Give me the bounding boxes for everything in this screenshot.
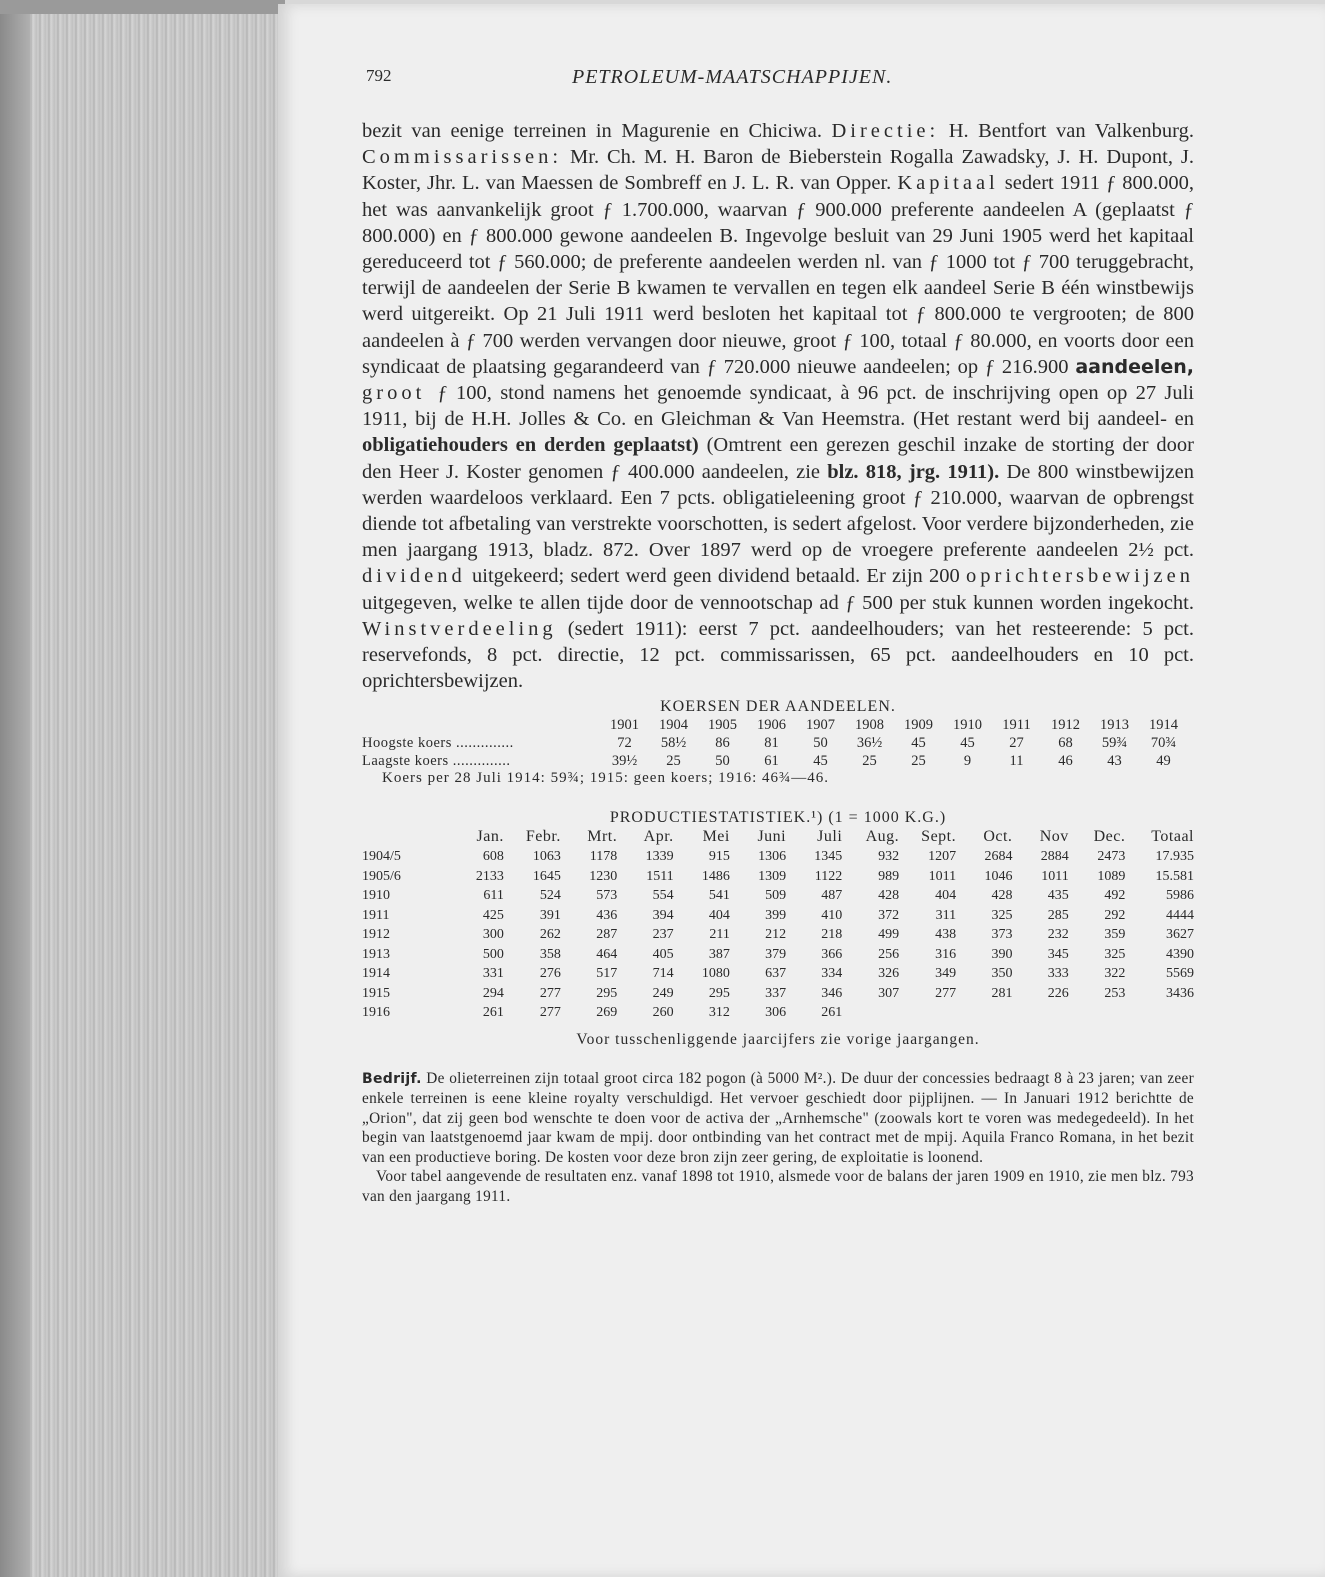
month-cell: 292 xyxy=(1104,907,1126,923)
year-cell: 1910 xyxy=(953,716,982,733)
year-cell: 1914 xyxy=(362,966,390,982)
year-cell: 1911 xyxy=(1002,716,1031,733)
text-span: H. Bentfort van Valkenburg. xyxy=(939,120,1194,142)
year-cell: 1911 xyxy=(362,907,390,923)
year-cell: 1914 xyxy=(1149,716,1178,733)
year-cell: 1908 xyxy=(855,716,884,733)
month-cell: 541 xyxy=(708,888,730,904)
month-cell: 509 xyxy=(765,888,787,904)
month-cell: 1486 xyxy=(701,868,730,884)
column-header: Juli xyxy=(817,828,843,846)
month-cell: 394 xyxy=(652,907,674,923)
total-cell: 3436 xyxy=(1166,985,1194,1001)
month-cell: 1063 xyxy=(532,849,561,865)
month-cell: 435 xyxy=(1047,888,1069,904)
main-paragraph xyxy=(362,118,1194,694)
month-cell: 524 xyxy=(539,888,561,904)
month-cell: 2133 xyxy=(475,868,504,884)
productie-table xyxy=(362,827,1194,1023)
koers-cell: 86 xyxy=(715,734,730,751)
oprichtersbewijzen-label: oprichtersbewijzen xyxy=(966,565,1194,588)
month-cell: 1645 xyxy=(532,868,561,884)
month-cell: 316 xyxy=(935,946,957,962)
month-cell: 1122 xyxy=(814,868,843,884)
page-header xyxy=(362,60,1194,100)
koers-cell: 11 xyxy=(1009,752,1024,769)
month-cell: 261 xyxy=(821,1005,843,1021)
koers-cell: 43 xyxy=(1107,752,1122,769)
productie-title: PRODUCTIESTATISTIEK.¹) (1 = 1000 K.G.) xyxy=(609,809,947,827)
month-cell: 281 xyxy=(991,985,1013,1001)
month-cell: 295 xyxy=(596,985,618,1001)
koers-cell: 81 xyxy=(764,734,779,751)
month-cell: 391 xyxy=(539,907,561,923)
year-cell: 1912 xyxy=(1051,716,1080,733)
koersen-title: KOERSEN DER AANDEELEN. xyxy=(660,698,896,716)
dividend-label: dividend xyxy=(362,565,466,588)
month-cell: 306 xyxy=(765,1005,787,1021)
koers-cell: 36½ xyxy=(856,734,883,751)
month-cell: 714 xyxy=(652,966,674,982)
column-header: Nov xyxy=(1039,828,1069,846)
year-cell: 1906 xyxy=(757,716,786,733)
koers-cell: 70¾ xyxy=(1150,734,1177,751)
blz-bold: blz. 818, jrg. 1911). xyxy=(827,460,1000,483)
month-cell: 218 xyxy=(821,927,843,943)
month-cell: 277 xyxy=(539,1005,561,1021)
month-cell: 1207 xyxy=(928,849,957,865)
year-cell: 1905/6 xyxy=(362,868,401,884)
productie-row xyxy=(362,925,1194,945)
koers-cell: 50 xyxy=(813,734,828,751)
bedrijf-text: De olieterreinen zijn totaal groot circa 182 pogon (à 5000 M².). De duur der concessies bedraagt 8 à 23 jaren; van zeer enkele terreinen is eene kleine royalty verschuldigd. Het vervoer geschiedt door pijplijnen. — In Januari 1912 berichtte de „Orion", dat zij geen bod wenschte te doen voor de activa der „Arnhemsche" (zoowals kort te voren was medegedeeld). In het begin van laatstgenoemd jaar kwam de mpij. door ontbinding van het contract met de mpij. Aquila Franco Romana, in het bezit van een productieve boring. De kosten voor deze bron zijn zeer gering, de exploitatie is loonend. xyxy=(362,1069,1194,1166)
month-cell: 366 xyxy=(821,946,843,962)
total-cell: 4444 xyxy=(1166,907,1194,923)
productie-row xyxy=(362,867,1194,887)
groot-label: groot xyxy=(362,382,438,405)
aandeelen-bold: aandeelen, xyxy=(1075,355,1194,378)
year-cell: 1912 xyxy=(362,927,390,943)
month-cell: 261 xyxy=(482,1005,504,1021)
text-span: uitgegeven, welke te allen tijde door de vennootschap ad ƒ 500 per stuk kunnen worden ingekocht. xyxy=(362,591,1194,614)
year-cell: 1913 xyxy=(1100,716,1129,733)
text-span: (sedert 1911): eerst 7 pct. aandeelhouders; van het resteerende: 5 pct. reservefonds, 8 pct. directie, 12 pct. commissarissen, 65 pct. aandeelhouders en 10 pct. oprichtersbewijzen. xyxy=(362,617,1194,693)
bedrijf-label: Bedrijf. xyxy=(362,1070,422,1087)
column-header: Sept. xyxy=(921,828,957,846)
koers-cell: 25 xyxy=(862,752,877,769)
month-cell: 1339 xyxy=(645,849,674,865)
productie-row xyxy=(362,906,1194,926)
month-cell: 2684 xyxy=(984,849,1013,865)
month-cell: 334 xyxy=(821,966,843,982)
book-page-edges xyxy=(0,0,285,1577)
koers-cell: 45 xyxy=(813,752,828,769)
month-cell: 312 xyxy=(708,1005,730,1021)
total-cell: 5569 xyxy=(1166,966,1194,982)
month-cell: 573 xyxy=(596,888,618,904)
column-header: Mei xyxy=(702,828,730,846)
month-cell: 1046 xyxy=(984,868,1013,884)
month-cell: 256 xyxy=(878,946,900,962)
month-cell: 436 xyxy=(596,907,618,923)
koers-cell: 39½ xyxy=(611,752,638,769)
year-cell: 1904/5 xyxy=(362,849,401,865)
month-cell: 2473 xyxy=(1097,849,1126,865)
text-span: uitgekeerd; sedert werd geen dividend betaald. Er zijn 200 xyxy=(465,565,967,588)
month-cell: 294 xyxy=(482,985,504,1001)
column-header: Dec. xyxy=(1093,828,1126,846)
month-cell: 637 xyxy=(765,966,787,982)
month-cell: 404 xyxy=(708,907,730,923)
productie-footnote: Voor tusschenliggende jaarcijfers zie vorige jaargangen. xyxy=(576,1030,980,1048)
month-cell: 232 xyxy=(1047,927,1069,943)
total-cell: 15.581 xyxy=(1155,868,1194,884)
month-cell: 372 xyxy=(878,907,900,923)
koers-cell: 9 xyxy=(963,752,972,769)
kapitaal-label: Kapitaal xyxy=(897,172,999,195)
running-title: PETROLEUM-MAATSCHAPPIJEN. xyxy=(572,66,893,88)
month-cell: 487 xyxy=(821,888,843,904)
month-cell: 608 xyxy=(482,849,504,865)
koers-cell: 72 xyxy=(617,734,632,751)
year-cell: 1913 xyxy=(362,946,390,962)
koers-cell: 25 xyxy=(666,752,681,769)
productie-row xyxy=(362,1003,1194,1023)
month-cell: 311 xyxy=(935,907,957,923)
month-cell: 331 xyxy=(482,966,504,982)
year-cell: 1904 xyxy=(659,716,688,733)
month-cell: 1309 xyxy=(758,868,787,884)
month-cell: 346 xyxy=(821,985,843,1001)
month-cell xyxy=(899,1003,956,1023)
month-cell: 517 xyxy=(596,966,618,982)
row-label: Hoogste koers .............. xyxy=(362,734,514,751)
month-cell: 1178 xyxy=(589,849,618,865)
month-cell: 1306 xyxy=(758,849,787,865)
column-header: Febr. xyxy=(525,828,561,846)
year-cell: 1905 xyxy=(708,716,737,733)
month-cell: 345 xyxy=(1047,946,1069,962)
month-cell: 350 xyxy=(991,966,1013,982)
month-cell: 499 xyxy=(878,927,900,943)
total-cell: 3627 xyxy=(1166,927,1194,943)
page-number: 792 xyxy=(366,66,392,85)
closing-paragraph: Voor tabel aangevende de resultaten enz. vanaf 1898 tot 1910, alsmede voor de balans der jaren 1909 en 1910, zie men blz. 793 van den jaargang 1911. xyxy=(362,1168,1194,1205)
text-span: Mr. Ch. M. H. Baron de Bieberstein Rogalla Zawadsky, J. H. Dupont, J. Koster, Jhr. L. van Maessen de Sombreff en J. L. R. van Opper. xyxy=(362,146,1194,195)
month-cell xyxy=(956,1003,1012,1023)
koersen-row-hoogste xyxy=(362,734,1188,752)
total-cell: 17.935 xyxy=(1155,849,1194,865)
month-cell: 211 xyxy=(709,927,730,943)
month-cell: 1080 xyxy=(701,966,730,982)
column-header xyxy=(362,827,448,847)
month-cell: 333 xyxy=(1047,966,1069,982)
month-cell: 390 xyxy=(991,946,1013,962)
productie-row xyxy=(362,964,1194,984)
month-cell xyxy=(842,1003,899,1023)
productie-body xyxy=(362,847,1194,1023)
month-cell: 915 xyxy=(708,849,730,865)
month-cell: 277 xyxy=(935,985,957,1001)
month-cell: 325 xyxy=(1104,946,1126,962)
koers-cell: 45 xyxy=(911,734,926,751)
koers-cell: 58½ xyxy=(660,734,687,751)
productie-row xyxy=(362,847,1194,867)
koersen-header-row xyxy=(362,716,1188,734)
month-cell: 387 xyxy=(708,946,730,962)
month-cell: 1230 xyxy=(589,868,618,884)
productie-header-row xyxy=(362,827,1194,847)
month-cell: 249 xyxy=(652,985,674,1001)
month-cell: 428 xyxy=(991,888,1013,904)
productie-row xyxy=(362,984,1194,1004)
month-cell: 260 xyxy=(652,1005,674,1021)
koers-cell: 61 xyxy=(764,752,779,769)
koers-cell: 49 xyxy=(1156,752,1171,769)
month-cell: 337 xyxy=(765,985,787,1001)
month-cell: 359 xyxy=(1104,927,1126,943)
month-cell: 464 xyxy=(596,946,618,962)
total-cell: 5986 xyxy=(1166,888,1194,904)
month-cell: 269 xyxy=(596,1005,618,1021)
koers-cell: 45 xyxy=(960,734,975,751)
koers-cell: 50 xyxy=(715,752,730,769)
month-cell: 1345 xyxy=(814,849,843,865)
month-cell: 307 xyxy=(878,985,900,1001)
koers-cell: 59¾ xyxy=(1101,734,1128,751)
koers-cell: 68 xyxy=(1058,734,1073,751)
column-header: Jan. xyxy=(476,828,504,846)
month-cell xyxy=(1069,1003,1126,1023)
month-cell: 237 xyxy=(652,927,674,943)
commissarissen-label: Commissarissen: xyxy=(362,146,563,169)
text-span: bezit van eenige terreinen in Magurenie en Chiciwa. xyxy=(362,120,832,142)
koers-cell: 25 xyxy=(911,752,926,769)
column-header: Mrt. xyxy=(587,828,618,846)
month-cell: 285 xyxy=(1047,907,1069,923)
month-cell: 404 xyxy=(935,888,957,904)
month-cell: 425 xyxy=(482,907,504,923)
month-cell: 500 xyxy=(482,946,504,962)
total-cell xyxy=(1125,1003,1194,1023)
month-cell: 410 xyxy=(821,907,843,923)
row-label: Laagste koers .............. xyxy=(362,752,511,769)
koersen-note: Koers per 28 Juli 1914: 59¾; 1915: geen koers; 1916: 46¾—46. xyxy=(382,770,830,787)
month-cell: 399 xyxy=(765,907,787,923)
koers-cell: 27 xyxy=(1009,734,1024,751)
column-header: Juni xyxy=(757,828,787,846)
winstverdeeling-label: Winstverdeeling xyxy=(362,617,557,640)
month-cell: 989 xyxy=(878,868,900,884)
month-cell: 322 xyxy=(1104,966,1126,982)
month-cell: 428 xyxy=(878,888,900,904)
page-content xyxy=(362,60,1194,1206)
bedrijf-section xyxy=(362,1069,1194,1207)
month-cell: 2884 xyxy=(1040,849,1069,865)
month-cell: 287 xyxy=(596,927,618,943)
text-span: sedert 1911 ƒ 800.000, het was aanvankelijk groot ƒ 1.700.000, waarvan ƒ 900.000 preferente aandeelen A (geplaatst ƒ 800.000) en ƒ 800.000 gewone aandeelen B. Ingevolge besluit van 29 Juni 1905 werd het kapitaal gereduceerd tot ƒ 560.000; de preferente aandeelen werden nl. van ƒ 1000 tot ƒ 700 teruggebracht, terwijl de aandeelen der Serie B kwamen te vervallen en tegen elk aandeel Serie B één winstbewijs werd uitgereikt. Op 21 Juli 1911 werd besloten het kapitaal tot ƒ 800.000 te vergrooten; de 800 aandeelen à ƒ 700 werden vervangen door nieuwe, groot ƒ 100, totaal ƒ 80.000, en voorts door een syndicaat de plaatsing gegarandeerd van ƒ 720.000 nieuwe aandeelen; op ƒ 216.900 xyxy=(362,172,1195,378)
koersen-table xyxy=(362,716,1188,770)
month-cell: 492 xyxy=(1104,888,1126,904)
year-cell: 1916 xyxy=(362,1005,390,1021)
month-cell: 1511 xyxy=(646,868,674,884)
column-header: Aug. xyxy=(865,828,900,846)
text-span: De 800 winstbewijzen werden waardeloos verklaard. Een 7 pcts. obligatieleening groot ƒ 210.000, waarvan de opbrengst diende tot afbetaling van verstrekte voorschotten, is sedert afgelost. Voor verdere bijzonderheden, zie men jaargang 1913, bladz. 872. Over 1897 werd op de vroegere preferente aandeelen 2½ pct. xyxy=(362,460,1194,562)
month-cell: 1011 xyxy=(1041,868,1069,884)
productie-row xyxy=(362,945,1194,965)
month-cell: 611 xyxy=(483,888,504,904)
month-cell: 438 xyxy=(935,927,957,943)
column-header: Apr. xyxy=(643,828,674,846)
text-span: ƒ 100, stond namens het genoemde syndicaat, à 96 pct. de inschrijving open op 27 Juli 1911, bij de H.H. Jolles & Co. en Gleichman & Van Heemstra. (Het restant werd bij aandeel- en xyxy=(362,382,1194,431)
month-cell: 379 xyxy=(765,946,787,962)
month-cell: 325 xyxy=(991,907,1013,923)
month-cell: 277 xyxy=(539,985,561,1001)
month-cell: 226 xyxy=(1047,985,1069,1001)
month-cell: 253 xyxy=(1104,985,1126,1001)
month-cell: 932 xyxy=(878,849,900,865)
column-header: Totaal xyxy=(1151,828,1194,846)
month-cell: 358 xyxy=(539,946,561,962)
column-header: Oct. xyxy=(983,828,1013,846)
month-cell xyxy=(1012,1003,1068,1023)
month-cell: 349 xyxy=(935,966,957,982)
month-cell: 326 xyxy=(878,966,900,982)
total-cell: 4390 xyxy=(1166,946,1194,962)
month-cell: 300 xyxy=(482,927,504,943)
year-cell: 1901 xyxy=(610,716,639,733)
month-cell: 262 xyxy=(539,927,561,943)
obligatie-bold: obligatiehouders en derden geplaatst) xyxy=(362,434,699,457)
koersen-corner xyxy=(362,716,600,734)
month-cell: 295 xyxy=(708,985,730,1001)
text-span: (Omtrent een gerezen geschil inzake de storting der door den Heer J. Koster genomen ƒ 400.000 aandeelen, zie xyxy=(362,434,1194,483)
year-cell: 1907 xyxy=(806,716,835,733)
directie-label: Directie: xyxy=(831,120,940,142)
month-cell: 554 xyxy=(652,888,674,904)
month-cell: 212 xyxy=(765,927,787,943)
koersen-row-laagste xyxy=(362,752,1188,770)
productie-row xyxy=(362,886,1194,906)
month-cell: 276 xyxy=(539,966,561,982)
month-cell: 1089 xyxy=(1097,868,1126,884)
month-cell: 373 xyxy=(991,927,1013,943)
month-cell: 1011 xyxy=(928,868,957,884)
month-cell: 405 xyxy=(652,946,674,962)
year-cell: 1910 xyxy=(362,888,390,904)
year-cell: 1915 xyxy=(362,985,390,1001)
year-cell: 1909 xyxy=(904,716,933,733)
koers-cell: 46 xyxy=(1058,752,1073,769)
